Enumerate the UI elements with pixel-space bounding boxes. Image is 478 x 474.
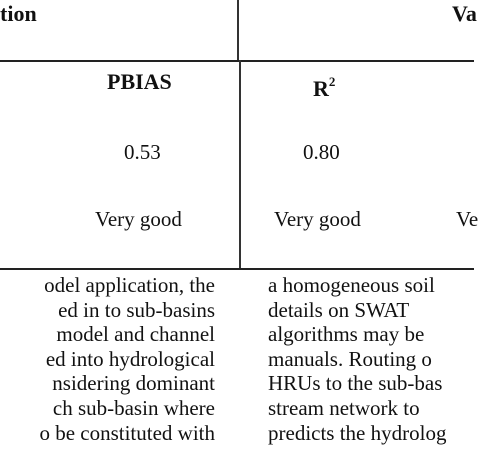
cell-pbias-rating: Very good (95, 207, 182, 231)
column-header-r2-superscript: 2 (328, 74, 336, 89)
left-text-line: ed in to sub-basins (58, 297, 215, 322)
header-left-partial: tion (0, 1, 37, 26)
cell-r2-rating: Very good (274, 207, 361, 231)
left-column-text (0, 273, 215, 445)
left-text-line: model and channel (56, 322, 215, 347)
left-text-line: ch sub-basin where (52, 395, 215, 420)
cell-r2-value: 0.80 (303, 140, 340, 164)
right-text-line: a homogeneous soil (268, 273, 435, 297)
right-text-line: algorithms may be (268, 322, 425, 347)
right-text-line: stream network to (268, 395, 420, 420)
cell-right-rating-partial: Ve (456, 207, 478, 231)
header-right-partial: Va (452, 1, 477, 26)
right-column-text (268, 273, 474, 445)
column-header-r2-text: R (313, 76, 329, 101)
left-text-line: ed into hydrological (45, 346, 215, 371)
cell-pbias-value: 0.53 (124, 140, 161, 164)
right-text-line: HRUs to the sub-bas (268, 371, 443, 396)
table-divider-left (239, 60, 241, 268)
column-header-r2 (313, 70, 335, 101)
table-bottom-rule (0, 268, 474, 270)
right-text-line: predicts the hydrolog (268, 420, 447, 445)
right-text-line: details on SWAT (268, 297, 410, 322)
left-text-line: nsidering dominant (52, 371, 215, 396)
table-top-rule (0, 60, 474, 62)
table-divider-top (237, 0, 239, 60)
column-header-pbias: PBIAS (107, 69, 172, 94)
left-text-line: o be constituted with (39, 420, 215, 445)
left-text-line: odel application, the (44, 273, 215, 297)
right-text-line: manuals. Routing o (268, 346, 432, 371)
